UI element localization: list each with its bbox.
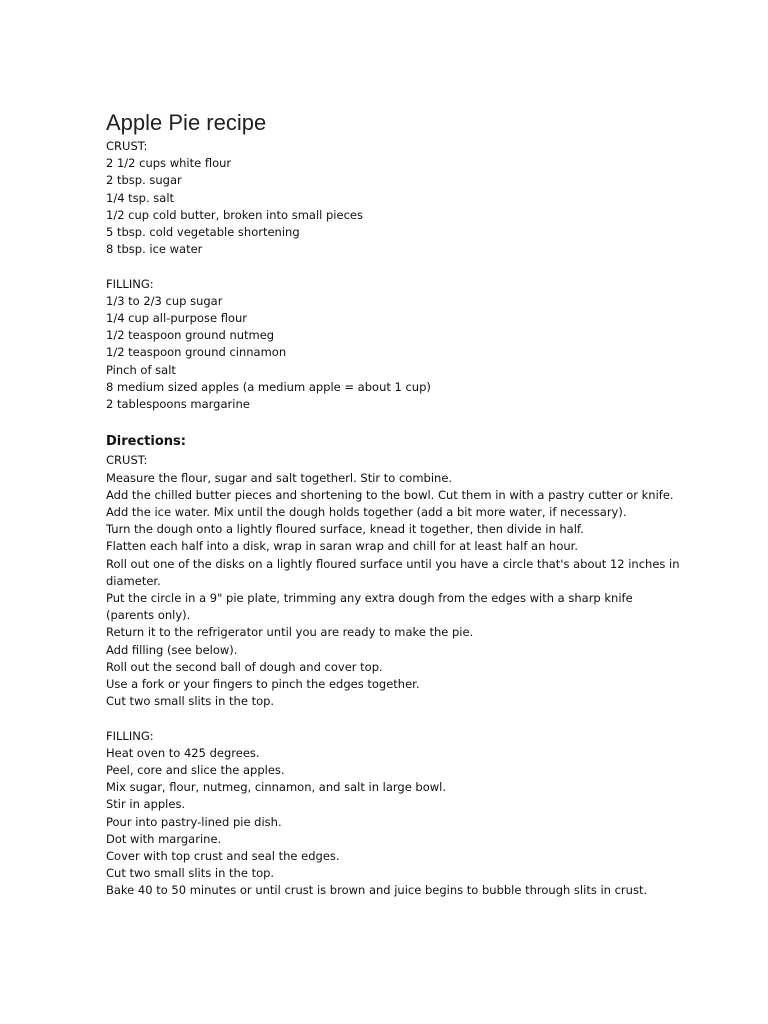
crust-directions-heading: CRUST: xyxy=(106,453,148,468)
filling-step: Heat oven to 425 degrees. xyxy=(106,745,260,760)
crust-step: Add filling (see below). xyxy=(106,642,238,657)
crust-step: Roll out one of the disks on a lightly floured surface until you have a circle that's about 12 inches in xyxy=(106,556,680,571)
crust-step: Measure the flour, sugar and salt togetherl. Stir to combine. xyxy=(106,470,453,485)
filling-step: Stir in apples. xyxy=(106,797,186,812)
filling-ingredient: 2 tablespoons margarine xyxy=(106,397,250,412)
directions-heading: Directions: xyxy=(106,434,186,450)
crust-ingredients-list xyxy=(106,155,756,258)
crust-ingredients-heading: CRUST: xyxy=(106,139,148,153)
filling-step: Cover with top crust and seal the edges. xyxy=(106,849,340,864)
crust-ingredient: 8 tbsp. ice water xyxy=(106,242,203,257)
crust-ingredient: 5 tbsp. cold vegetable shortening xyxy=(106,225,300,240)
page-title: Apple Pie recipe xyxy=(106,110,267,135)
filling-ingredient: 1/3 to 2/3 cup sugar xyxy=(106,293,223,308)
filling-ingredient: 8 medium sized apples (a medium apple = about 1 cup) xyxy=(106,379,431,394)
crust-step: Add the chilled butter pieces and shortening to the bowl. Cut them in with a pastry cutter or knife. xyxy=(106,487,674,502)
filling-step: Dot with margarine. xyxy=(106,831,222,846)
filling-ingredients-list xyxy=(106,293,756,413)
filling-step: Peel, core and slice the apples. xyxy=(106,763,285,778)
spacer xyxy=(106,413,756,430)
crust-ingredient: 1/4 tsp. salt xyxy=(106,190,175,205)
crust-step: Use a fork or your fingers to pinch the edges together. xyxy=(106,677,420,692)
filling-ingredient: Pinch of salt xyxy=(106,362,176,377)
crust-step: Turn the dough onto a lightly floured surface, knead it together, then divide in half. xyxy=(106,522,584,537)
crust-step: Flatten each half into a disk, wrap in saran wrap and chill for at least half an hour. xyxy=(106,539,578,554)
spacer xyxy=(106,258,756,275)
crust-ingredient: 1/2 cup cold butter, broken into small pieces xyxy=(106,207,363,222)
crust-step: Roll out the second ball of dough and cover top. xyxy=(106,659,383,674)
crust-step: Return it to the refrigerator until you are ready to make the pie. xyxy=(106,625,474,640)
filling-step: Pour into pastry-lined pie dish. xyxy=(106,814,282,829)
crust-step: diameter. xyxy=(106,573,161,588)
filling-ingredient: 1/2 teaspoon ground nutmeg xyxy=(106,328,275,343)
recipe-page xyxy=(106,108,756,900)
filling-step: Bake 40 to 50 minutes or until crust is brown and juice begins to bubble through slits in crust. xyxy=(106,883,648,898)
filling-ingredient: 1/4 cup all-purpose flour xyxy=(106,311,247,326)
filling-step: Mix sugar, flour, nutmeg, cinnamon, and salt in large bowl. xyxy=(106,780,447,795)
filling-directions-list xyxy=(106,745,756,900)
crust-step: Put the circle in a 9" pie plate, trimming any extra dough from the edges with a sharp knife xyxy=(106,591,633,606)
crust-step: (parents only). xyxy=(106,608,191,623)
filling-ingredients-heading: FILLING: xyxy=(106,276,154,291)
ingredients-section xyxy=(106,138,756,413)
directions-section xyxy=(106,432,756,899)
filling-ingredient: 1/2 teaspoon ground cinnamon xyxy=(106,345,287,360)
crust-directions-list xyxy=(106,470,756,711)
crust-step: Add the ice water. Mix until the dough holds together (add a bit more water, if necessary). xyxy=(106,505,627,520)
filling-directions-heading: FILLING: xyxy=(106,728,154,743)
crust-ingredient: 2 tbsp. sugar xyxy=(106,173,182,188)
spacer xyxy=(106,710,756,727)
crust-step: Cut two small slits in the top. xyxy=(106,694,275,709)
filling-step: Cut two small slits in the top. xyxy=(106,866,275,881)
crust-ingredient: 2 1/2 cups white flour xyxy=(106,156,232,171)
